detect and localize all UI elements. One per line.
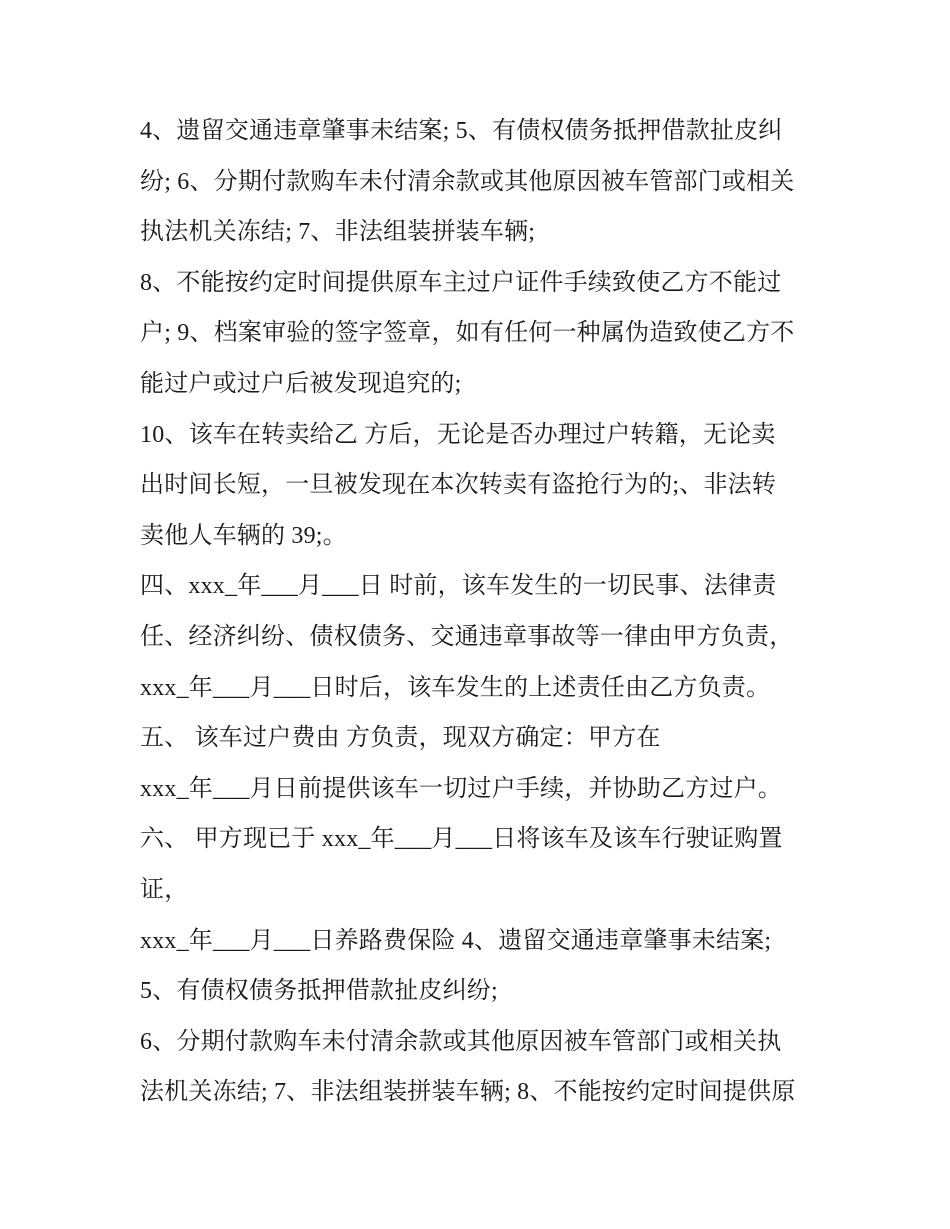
text-line: xxx_年___月___日时后，该车发生的上述责任由乙方负责。 xyxy=(140,674,771,701)
text-line: 5、有债权债务抵押借款扯皮纠纷; xyxy=(140,978,498,1005)
text-line: 10、该车在转卖给乙 方后，无论是否办理过户转籍，无论卖 xyxy=(140,421,776,448)
text-line: 六、 甲方现已于 xxx_年___月___日将该车及该车行驶证购置 xyxy=(140,826,783,853)
text-line: 出时间长短，一旦被发现在本次转卖有盗抢行为的;、非法转 xyxy=(140,472,777,499)
document-body xyxy=(140,106,820,1118)
text-line: 能过户或过户后被发现追究的; xyxy=(140,370,462,397)
text-line: 任、经济纠纷、债权债务、交通违章事故等一律由甲方负责， xyxy=(140,623,794,650)
text-line: 4、遗留交通违章肇事未结案; 5、有债权债务抵押借款扯皮纠 xyxy=(140,118,783,144)
text-line: 户; 9、档案审验的签字签章，如有任何一种属伪造致使乙方不 xyxy=(140,320,795,347)
text-line: 法机关冻结; 7、非法组装拼装车辆; 8、不能按约定时间提供原 xyxy=(140,1079,796,1106)
text-line: 执法机关冻结; 7、非法组装拼装车辆; xyxy=(140,219,536,246)
text-line: 6、分期付款购车未付清余款或其他原因被车管部门或相关执 xyxy=(140,1028,782,1055)
text-line: 纷; 6、分期付款购车未付清余款或其他原因被车管部门或相关 xyxy=(140,168,795,195)
text-line: xxx_年___月___日养路费保险 4、遗留交通违章肇事未结案; xyxy=(140,927,772,954)
text-line: 证， xyxy=(140,876,189,903)
text-line: 卖他人车辆的 39;。 xyxy=(140,522,347,549)
text-line: xxx_年___月日前提供该车一切过户手续，并协助乙方过户。 xyxy=(140,775,782,802)
text-line: 8、不能按约定时间提供原车主过户证件手续致使乙方不能过 xyxy=(140,269,782,296)
text-line: 五、 该车过户费由 方负责，现双方确定：甲方在 xyxy=(140,725,661,752)
text-line: 四、xxx_年___月___日 时前，该车发生的一切民事、法律责 xyxy=(140,573,777,600)
